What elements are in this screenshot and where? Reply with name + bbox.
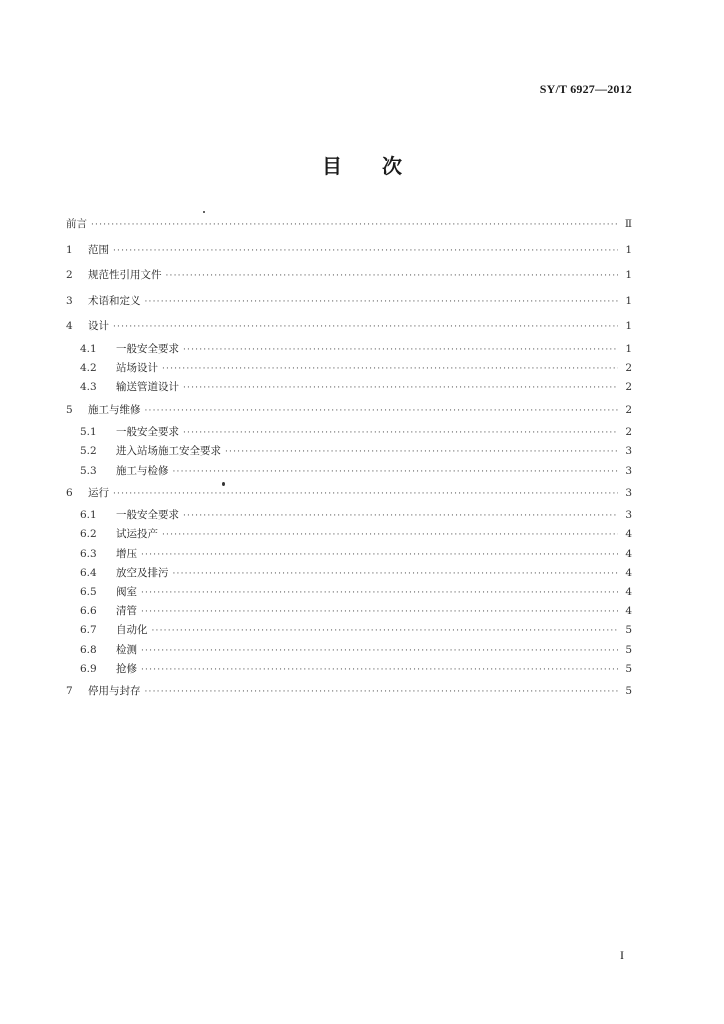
toc-entry bbox=[66, 359, 632, 378]
toc-entry-number: 6.1 bbox=[80, 509, 97, 522]
toc-entry-number: 6.6 bbox=[80, 605, 97, 618]
toc-entry-number: 7 bbox=[66, 684, 73, 697]
toc-entry-page: 5 bbox=[625, 643, 632, 656]
toc-entry-number: 4.2 bbox=[80, 362, 97, 375]
toc-entry-label: 自动化 bbox=[116, 624, 148, 637]
toc-leader-dots bbox=[141, 584, 618, 603]
toc-entry-label: 范围 bbox=[88, 243, 109, 256]
toc-leader-dots bbox=[183, 507, 618, 526]
toc-entry-number: 3 bbox=[66, 294, 73, 307]
toc-entry bbox=[66, 602, 632, 621]
toc-entry-page: 5 bbox=[625, 624, 632, 637]
toc-entry-page: 3 bbox=[625, 486, 632, 499]
toc-entry bbox=[66, 462, 632, 481]
toc-entry-number: 4.3 bbox=[80, 381, 97, 394]
toc-entry bbox=[66, 525, 632, 544]
toc-entry-label: 站场设计 bbox=[116, 362, 158, 375]
toc-entry-label: 清管 bbox=[116, 605, 137, 618]
toc-leader-dots bbox=[183, 341, 618, 360]
toc-entry-label: 规范性引用文件 bbox=[88, 269, 162, 282]
toc-entry-label: 检测 bbox=[116, 643, 137, 656]
toc-leader-dots bbox=[145, 399, 619, 425]
toc-entry-number: 5.1 bbox=[80, 426, 97, 439]
toc-entry bbox=[66, 442, 632, 461]
toc-entry bbox=[66, 314, 632, 340]
toc-leader-dots bbox=[166, 264, 619, 290]
toc-entry-number: 2 bbox=[66, 269, 73, 282]
toc-entry bbox=[66, 238, 632, 264]
toc-entry-page: 4 bbox=[625, 586, 632, 599]
toc-entry-page: 3 bbox=[625, 445, 632, 458]
toc-entry-number: 5.3 bbox=[80, 464, 97, 477]
toc-leader-dots bbox=[162, 360, 618, 379]
toc-leader-dots bbox=[183, 379, 618, 398]
toc-entry-label: 设计 bbox=[88, 320, 109, 333]
toc-entry-number: 6.3 bbox=[80, 547, 97, 560]
toc-entry-label: 停用与封存 bbox=[88, 684, 141, 697]
toc-entry-label: 一般安全要求 bbox=[116, 342, 179, 355]
toc-entry-number: 6.7 bbox=[80, 624, 97, 637]
toc-entry-number: 4 bbox=[66, 320, 73, 333]
toc-leader-dots bbox=[141, 603, 618, 622]
toc-entry-page: 1 bbox=[625, 243, 632, 256]
toc-entry bbox=[66, 378, 632, 397]
toc-entry bbox=[66, 481, 632, 507]
toc-entry bbox=[66, 423, 632, 442]
toc-entry-number: 6.8 bbox=[80, 643, 97, 656]
toc-entry bbox=[66, 212, 632, 238]
scan-speck bbox=[222, 482, 225, 486]
toc-entry bbox=[66, 660, 632, 679]
toc-entry bbox=[66, 398, 632, 424]
toc-entry-page: 4 bbox=[625, 547, 632, 560]
toc-entry-page: 5 bbox=[625, 662, 632, 675]
page-number: I bbox=[620, 948, 624, 962]
toc-entry-label: 阀室 bbox=[116, 586, 137, 599]
toc-leader-dots bbox=[162, 526, 618, 545]
toc-entry-number: 5 bbox=[66, 403, 73, 416]
toc-entry-label: 输送管道设计 bbox=[116, 381, 179, 394]
toc-entry-page: 1 bbox=[625, 294, 632, 307]
toc-entry bbox=[66, 583, 632, 602]
toc-entry-page: 5 bbox=[625, 684, 632, 697]
toc-leader-dots bbox=[141, 546, 618, 565]
toc-entry-page: 2 bbox=[625, 362, 632, 375]
standard-number: SY/T 6927—2012 bbox=[539, 82, 632, 96]
toc-entry-label: 运行 bbox=[88, 486, 109, 499]
toc-leader-dots bbox=[141, 642, 618, 661]
toc-leader-dots bbox=[141, 661, 618, 680]
toc-leader-dots bbox=[152, 622, 619, 641]
scan-speck bbox=[203, 211, 205, 213]
toc-entry-page: 4 bbox=[625, 528, 632, 541]
toc-entry-label: 进入站场施工安全要求 bbox=[116, 445, 221, 458]
toc-entry bbox=[66, 506, 632, 525]
toc-entry-page: 1 bbox=[625, 342, 632, 355]
table-of-contents bbox=[66, 212, 632, 705]
toc-entry-number: 5.2 bbox=[80, 445, 97, 458]
toc-leader-dots bbox=[173, 565, 619, 584]
toc-entry-number: 1 bbox=[66, 243, 73, 256]
toc-entry-number: 6.5 bbox=[80, 586, 97, 599]
toc-entry-number: 4.1 bbox=[80, 342, 97, 355]
toc-leader-dots bbox=[225, 443, 618, 462]
toc-entry-label: 一般安全要求 bbox=[116, 426, 179, 439]
toc-entry-page: 4 bbox=[625, 605, 632, 618]
toc-entry bbox=[66, 545, 632, 564]
toc-entry bbox=[66, 340, 632, 359]
toc-leader-dots bbox=[145, 290, 619, 316]
toc-leader-dots bbox=[173, 463, 619, 482]
toc-leader-dots bbox=[113, 315, 618, 341]
toc-leader-dots bbox=[113, 482, 618, 508]
toc-entry-label: 一般安全要求 bbox=[116, 509, 179, 522]
toc-entry-number: 6 bbox=[66, 486, 73, 499]
toc-entry-page: 2 bbox=[625, 426, 632, 439]
toc-entry-page: 2 bbox=[625, 403, 632, 416]
toc-entry bbox=[66, 263, 632, 289]
toc-entry-label: 前言 bbox=[66, 218, 87, 230]
toc-leader-dots bbox=[113, 239, 618, 265]
toc-entry-page: 1 bbox=[625, 269, 632, 282]
toc-entry bbox=[66, 641, 632, 660]
toc-leader-dots bbox=[183, 424, 618, 443]
toc-entry-label: 放空及排污 bbox=[116, 566, 169, 579]
toc-leader-dots bbox=[91, 213, 618, 239]
toc-entry bbox=[66, 621, 632, 640]
toc-entry-number: 6.4 bbox=[80, 566, 97, 579]
toc-entry-label: 施工与检修 bbox=[116, 464, 169, 477]
toc-entry-label: 试运投产 bbox=[116, 528, 158, 541]
toc-leader-dots bbox=[145, 680, 619, 706]
toc-entry-label: 增压 bbox=[116, 547, 137, 560]
toc-entry-page: 1 bbox=[625, 320, 632, 333]
toc-entry-number: 6.9 bbox=[80, 662, 97, 675]
toc-entry-page: 3 bbox=[625, 509, 632, 522]
toc-entry bbox=[66, 564, 632, 583]
toc-entry-label: 抢修 bbox=[116, 662, 137, 675]
toc-entry-page: 2 bbox=[625, 381, 632, 394]
toc-entry-page: 3 bbox=[625, 464, 632, 477]
toc-entry-page: Ⅱ bbox=[624, 218, 632, 230]
toc-entry-label: 术语和定义 bbox=[88, 294, 141, 307]
toc-entry-label: 施工与维修 bbox=[88, 403, 141, 416]
toc-entry bbox=[66, 289, 632, 315]
page-title: 目次 bbox=[322, 154, 442, 178]
toc-entry-number: 6.2 bbox=[80, 528, 97, 541]
toc-entry bbox=[66, 679, 632, 705]
toc-entry-page: 4 bbox=[625, 566, 632, 579]
